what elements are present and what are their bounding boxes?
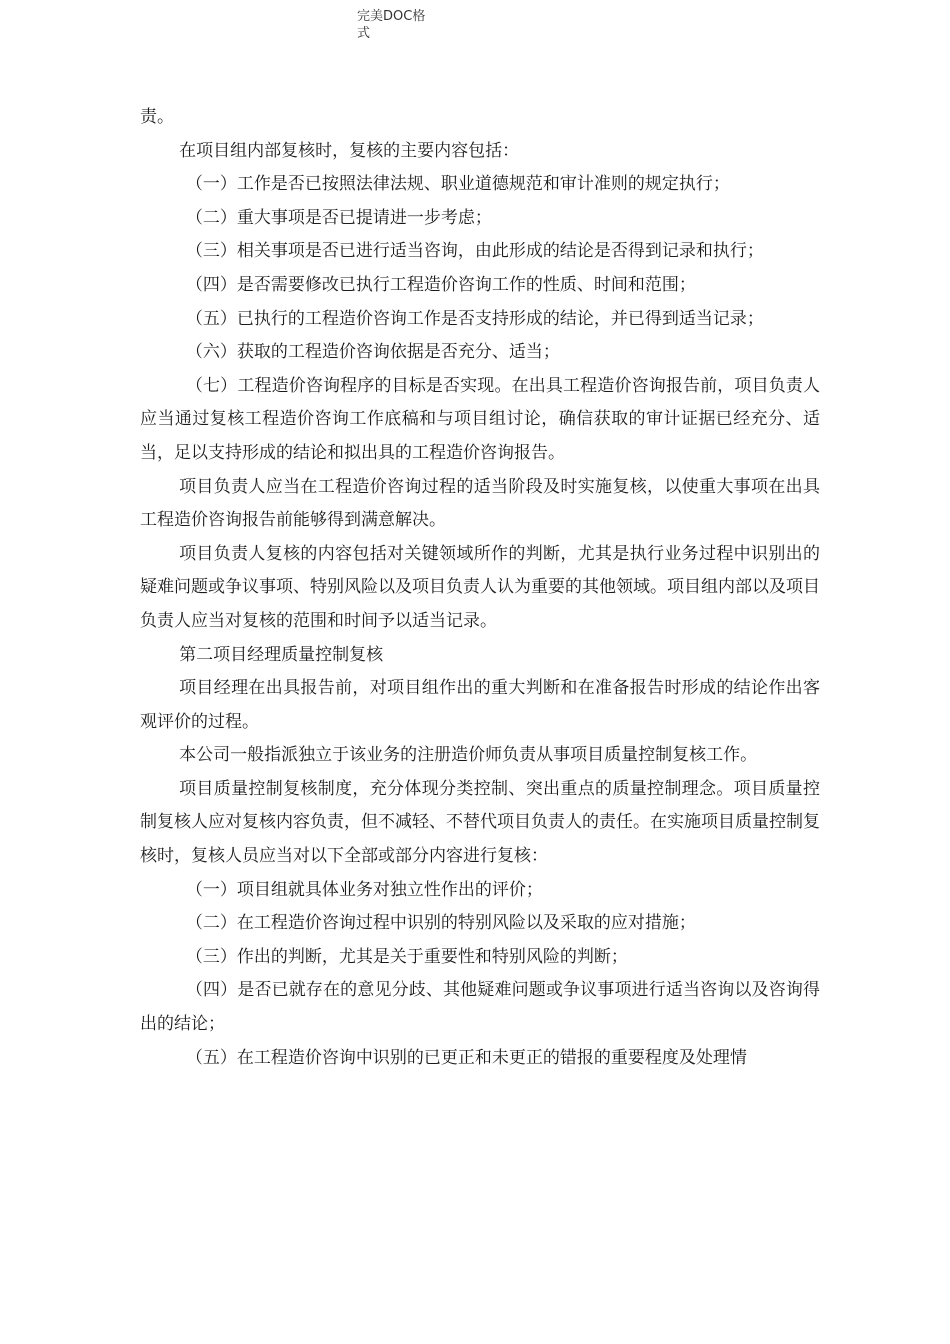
paragraph-intro: 在项目组内部复核时，复核的主要内容包括：	[179, 140, 520, 161]
list-item: （二）重大事项是否已提请进一步考虑；	[185, 207, 492, 228]
section-heading: 第二项目经理质量控制复核	[179, 644, 384, 665]
list-item: （五）在工程造价咨询中识别的已更正和未更正的错报的重要程度及处理情	[185, 1047, 747, 1068]
paragraph: 项目负责人复核的内容包括对关键领域所作的判断，尤其是执行业务过程中识别出的疑难问题或争议事项、特别风险以及项目负责人认为重要的其他领域。项目组内部以及项目负责人应当对复核的范围和时间予以适当记录。	[140, 543, 820, 631]
list-item: （一）工作是否已按照法律法规、职业道德规范和审计准则的规定执行；	[185, 174, 730, 195]
header-line-2: 式	[357, 26, 371, 41]
list-item: （七）工程造价咨询程序的目标是否实现。在出具工程造价咨询报告前，项目负责人应当通过复核工程造价咨询工作底稿和与项目组讨论，确信获取的审计证据已经充分、适当，足以支持形成的结论和拟出具的工程造价咨询报告。	[140, 375, 820, 463]
page-header	[357, 8, 467, 42]
list-item: （五）已执行的工程造价咨询工作是否支持形成的结论，并已得到适当记录；	[185, 308, 764, 329]
paragraph-continuation: 责。	[140, 107, 174, 127]
document-body	[140, 101, 820, 1075]
list-item: （三）作出的判断，尤其是关于重要性和特别风险的判断；	[185, 946, 628, 967]
list-item: （一）项目组就具体业务对独立性作出的评价；	[185, 879, 543, 900]
list-item: （四）是否已就存在的意见分歧、其他疑难问题或争议事项进行适当咨询以及咨询得出的结论；	[140, 980, 820, 1035]
header-line-1: 完美DOC格	[357, 9, 426, 24]
list-item: （二）在工程造价咨询过程中识别的特别风险以及采取的应对措施；	[185, 913, 696, 934]
list-item: （四）是否需要修改已执行工程造价咨询工作的性质、时间和范围；	[185, 274, 696, 295]
list-item: （六）获取的工程造价咨询依据是否充分、适当；	[185, 342, 560, 363]
paragraph: 项目负责人应当在工程造价咨询过程的适当阶段及时实施复核，以使重大事项在出具工程造价咨询报告前能够得到满意解决。	[140, 476, 820, 531]
paragraph: 项目质量控制复核制度，充分体现分类控制、突出重点的质量控制理念。项目质量控制复核人应对复核内容负责，但不减轻、不替代项目负责人的责任。在实施项目质量控制复核时，复核人员应当对以下全部或部分内容进行复核：	[140, 778, 820, 867]
paragraph: 本公司一般指派独立于该业务的注册造价师负责从事项目质量控制复核工作。	[179, 745, 758, 766]
list-item: （三）相关事项是否已进行适当咨询，由此形成的结论是否得到记录和执行；	[185, 241, 764, 262]
paragraph: 项目经理在出具报告前，对项目组作出的重大判断和在准备报告时形成的结论作出客观评价的过程。	[140, 678, 820, 732]
